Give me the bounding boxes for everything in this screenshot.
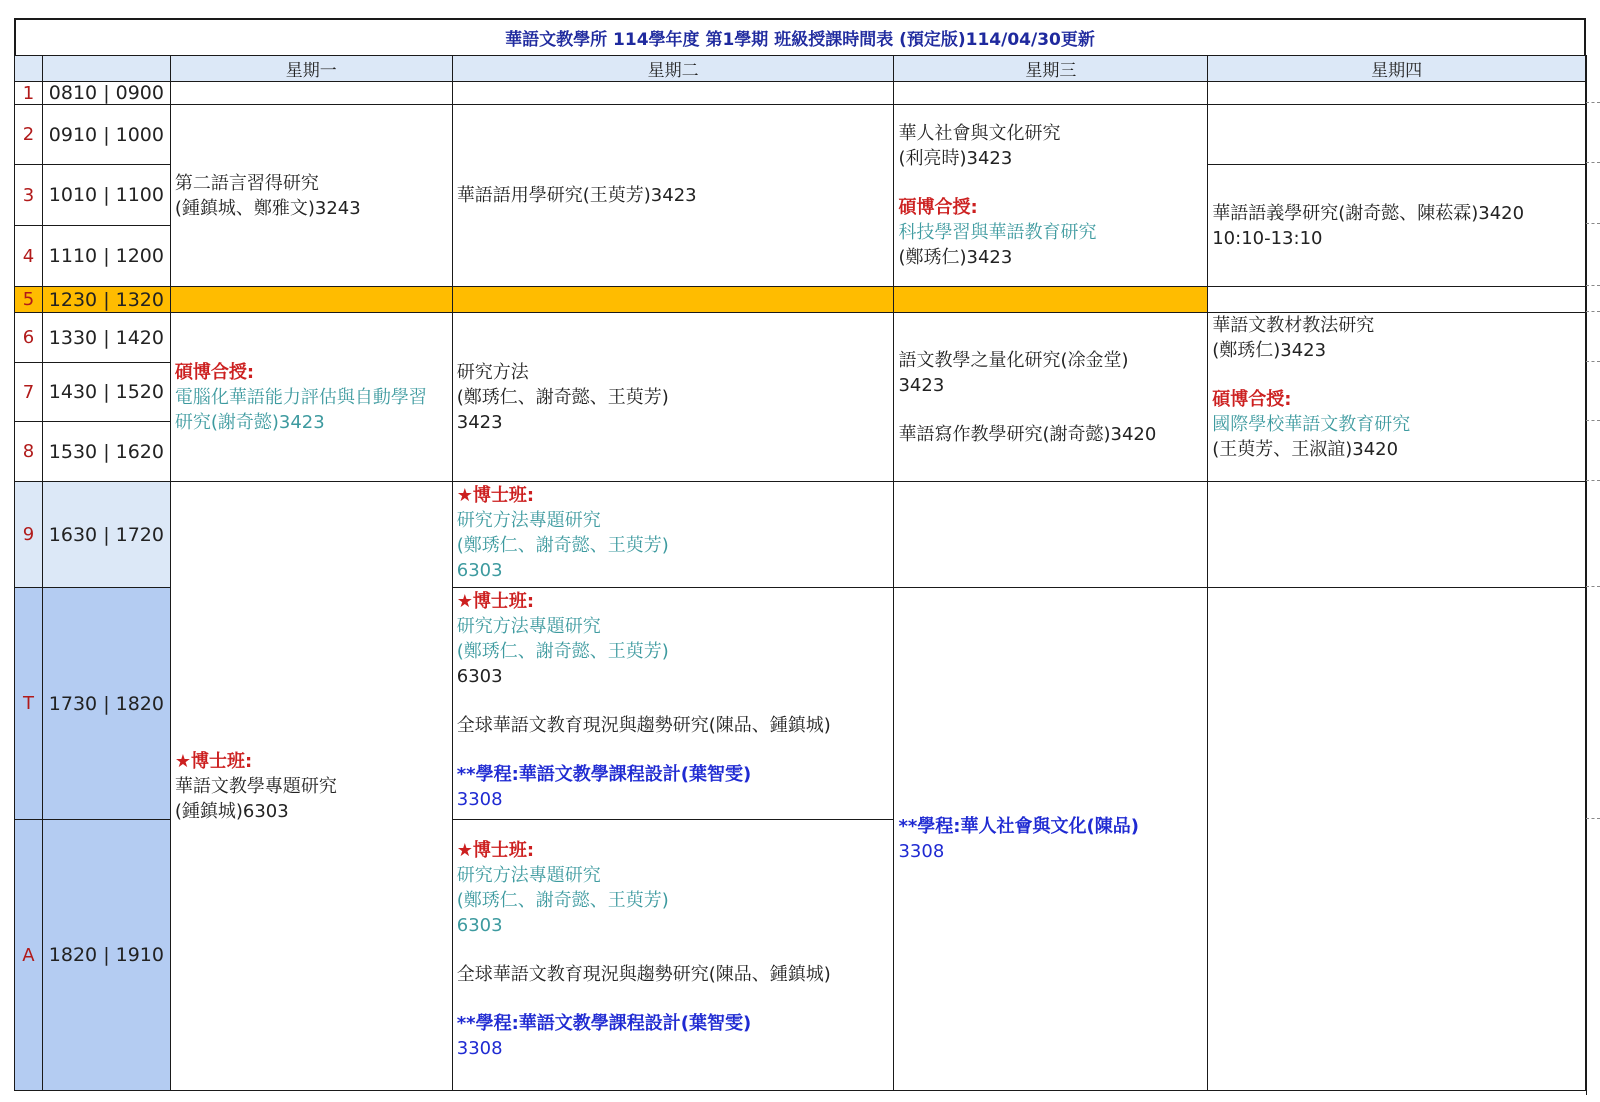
- period-number: 5: [15, 287, 43, 313]
- period-time: 1630 | 1720: [42, 482, 170, 588]
- corner-cell: [15, 56, 43, 82]
- period-time: 1820 | 1910: [42, 820, 170, 1091]
- header-row: [15, 56, 1586, 82]
- day-header-tue: 星期二: [452, 56, 894, 82]
- empty-cell: [1208, 482, 1586, 588]
- course-tue-pA: ★博士班: 研究方法專題研究 (鄭琇仁、謝奇懿、王萸芳) 6303 全球華語文教育現況與趨勢研究(陳品、鍾鎮城) **學程:華語文教學課程設計(葉智雯) 3308: [452, 820, 894, 1091]
- course-wed-morning: 華人社會與文化研究 (利亮時)3423 碩博合授: 科技學習與華語教育研究 (鄭琇仁)3423: [894, 105, 1208, 287]
- period-time: 0910 | 1000: [42, 105, 170, 165]
- period-row: [15, 82, 1586, 105]
- schedule-sheet: [14, 18, 1586, 1098]
- course-wed-afternoon: 語文教學之量化研究(凃金堂) 3423 華語寫作教學研究(謝奇懿)3420: [894, 313, 1208, 482]
- lunch-cell: [894, 287, 1208, 313]
- course-mon-evening: ★博士班: 華語文教學專題研究 (鍾鎮城)6303: [170, 482, 452, 1091]
- day-header-thu: 星期四: [1208, 56, 1586, 82]
- sheet-edge-gridlines: [1586, 55, 1600, 1095]
- period-number: T: [15, 588, 43, 820]
- period-number: 1: [15, 82, 43, 105]
- period-row-lunch: [15, 287, 1586, 313]
- period-number: 3: [15, 165, 43, 226]
- period-time: 1230 | 1320: [42, 287, 170, 313]
- period-number: A: [15, 820, 43, 1091]
- course-thu-morning: 華語語義學研究(謝奇懿、陳菘霖)3420 10:10-13:10: [1208, 165, 1586, 287]
- lunch-cell: [170, 287, 452, 313]
- period-time: 1110 | 1200: [42, 226, 170, 287]
- course-tue-morning: 華語語用學研究(王萸芳)3423: [452, 105, 894, 287]
- period-time: 0810 | 0900: [42, 82, 170, 105]
- empty-cell: [1208, 588, 1586, 1091]
- empty-cell: [894, 482, 1208, 588]
- period-time: 1330 | 1420: [42, 313, 170, 363]
- course-mon-afternoon: 碩博合授: 電腦化華語能力評估與自動學習 研究(謝奇懿)3423: [170, 313, 452, 482]
- period-row: [15, 313, 1586, 363]
- period-time: 1530 | 1620: [42, 422, 170, 482]
- empty-cell: [170, 82, 452, 105]
- period-time: 1010 | 1100: [42, 165, 170, 226]
- day-header-mon: 星期一: [170, 56, 452, 82]
- period-number: 7: [15, 363, 43, 422]
- empty-cell: [1208, 105, 1586, 165]
- period-number: 4: [15, 226, 43, 287]
- period-number: 6: [15, 313, 43, 363]
- period-number: 9: [15, 482, 43, 588]
- corner-cell: [42, 56, 170, 82]
- period-time: 1730 | 1820: [42, 588, 170, 820]
- course-tue-p9: ★博士班: 研究方法專題研究 (鄭琇仁、謝奇懿、王萸芳) 6303: [452, 482, 894, 588]
- lunch-cell: [452, 287, 894, 313]
- empty-cell: [1208, 82, 1586, 105]
- period-row: [15, 105, 1586, 165]
- empty-cell: [894, 82, 1208, 105]
- course-tue-afternoon: 研究方法 (鄭琇仁、謝奇懿、王萸芳) 3423: [452, 313, 894, 482]
- period-number: 2: [15, 105, 43, 165]
- period-time: 1430 | 1520: [42, 363, 170, 422]
- course-mon-morning: 第二語言習得研究 (鍾鎮城、鄭雅文)3243: [170, 105, 452, 287]
- period-number: 8: [15, 422, 43, 482]
- page-title: 華語文教學所 114學年度 第1學期 班級授課時間表 (預定版)114/04/30更新: [14, 18, 1586, 55]
- period-row: [15, 482, 1586, 588]
- course-thu-afternoon: 華語文教材教法研究 (鄭琇仁)3423 碩博合授: 國際學校華語文教育研究 (王萸芳、王淑誼)3420: [1208, 313, 1586, 482]
- course-tue-pT: ★博士班: 研究方法專題研究 (鄭琇仁、謝奇懿、王萸芳) 6303 全球華語文教育現況與趨勢研究(陳品、鍾鎮城) **學程:華語文教學課程設計(葉智雯) 3308: [452, 588, 894, 820]
- empty-cell: [452, 82, 894, 105]
- timetable: [14, 55, 1586, 1091]
- empty-cell: [1208, 287, 1586, 313]
- day-header-wed: 星期三: [894, 56, 1208, 82]
- course-wed-evening: **學程:華人社會與文化(陳品) 3308: [894, 588, 1208, 1091]
